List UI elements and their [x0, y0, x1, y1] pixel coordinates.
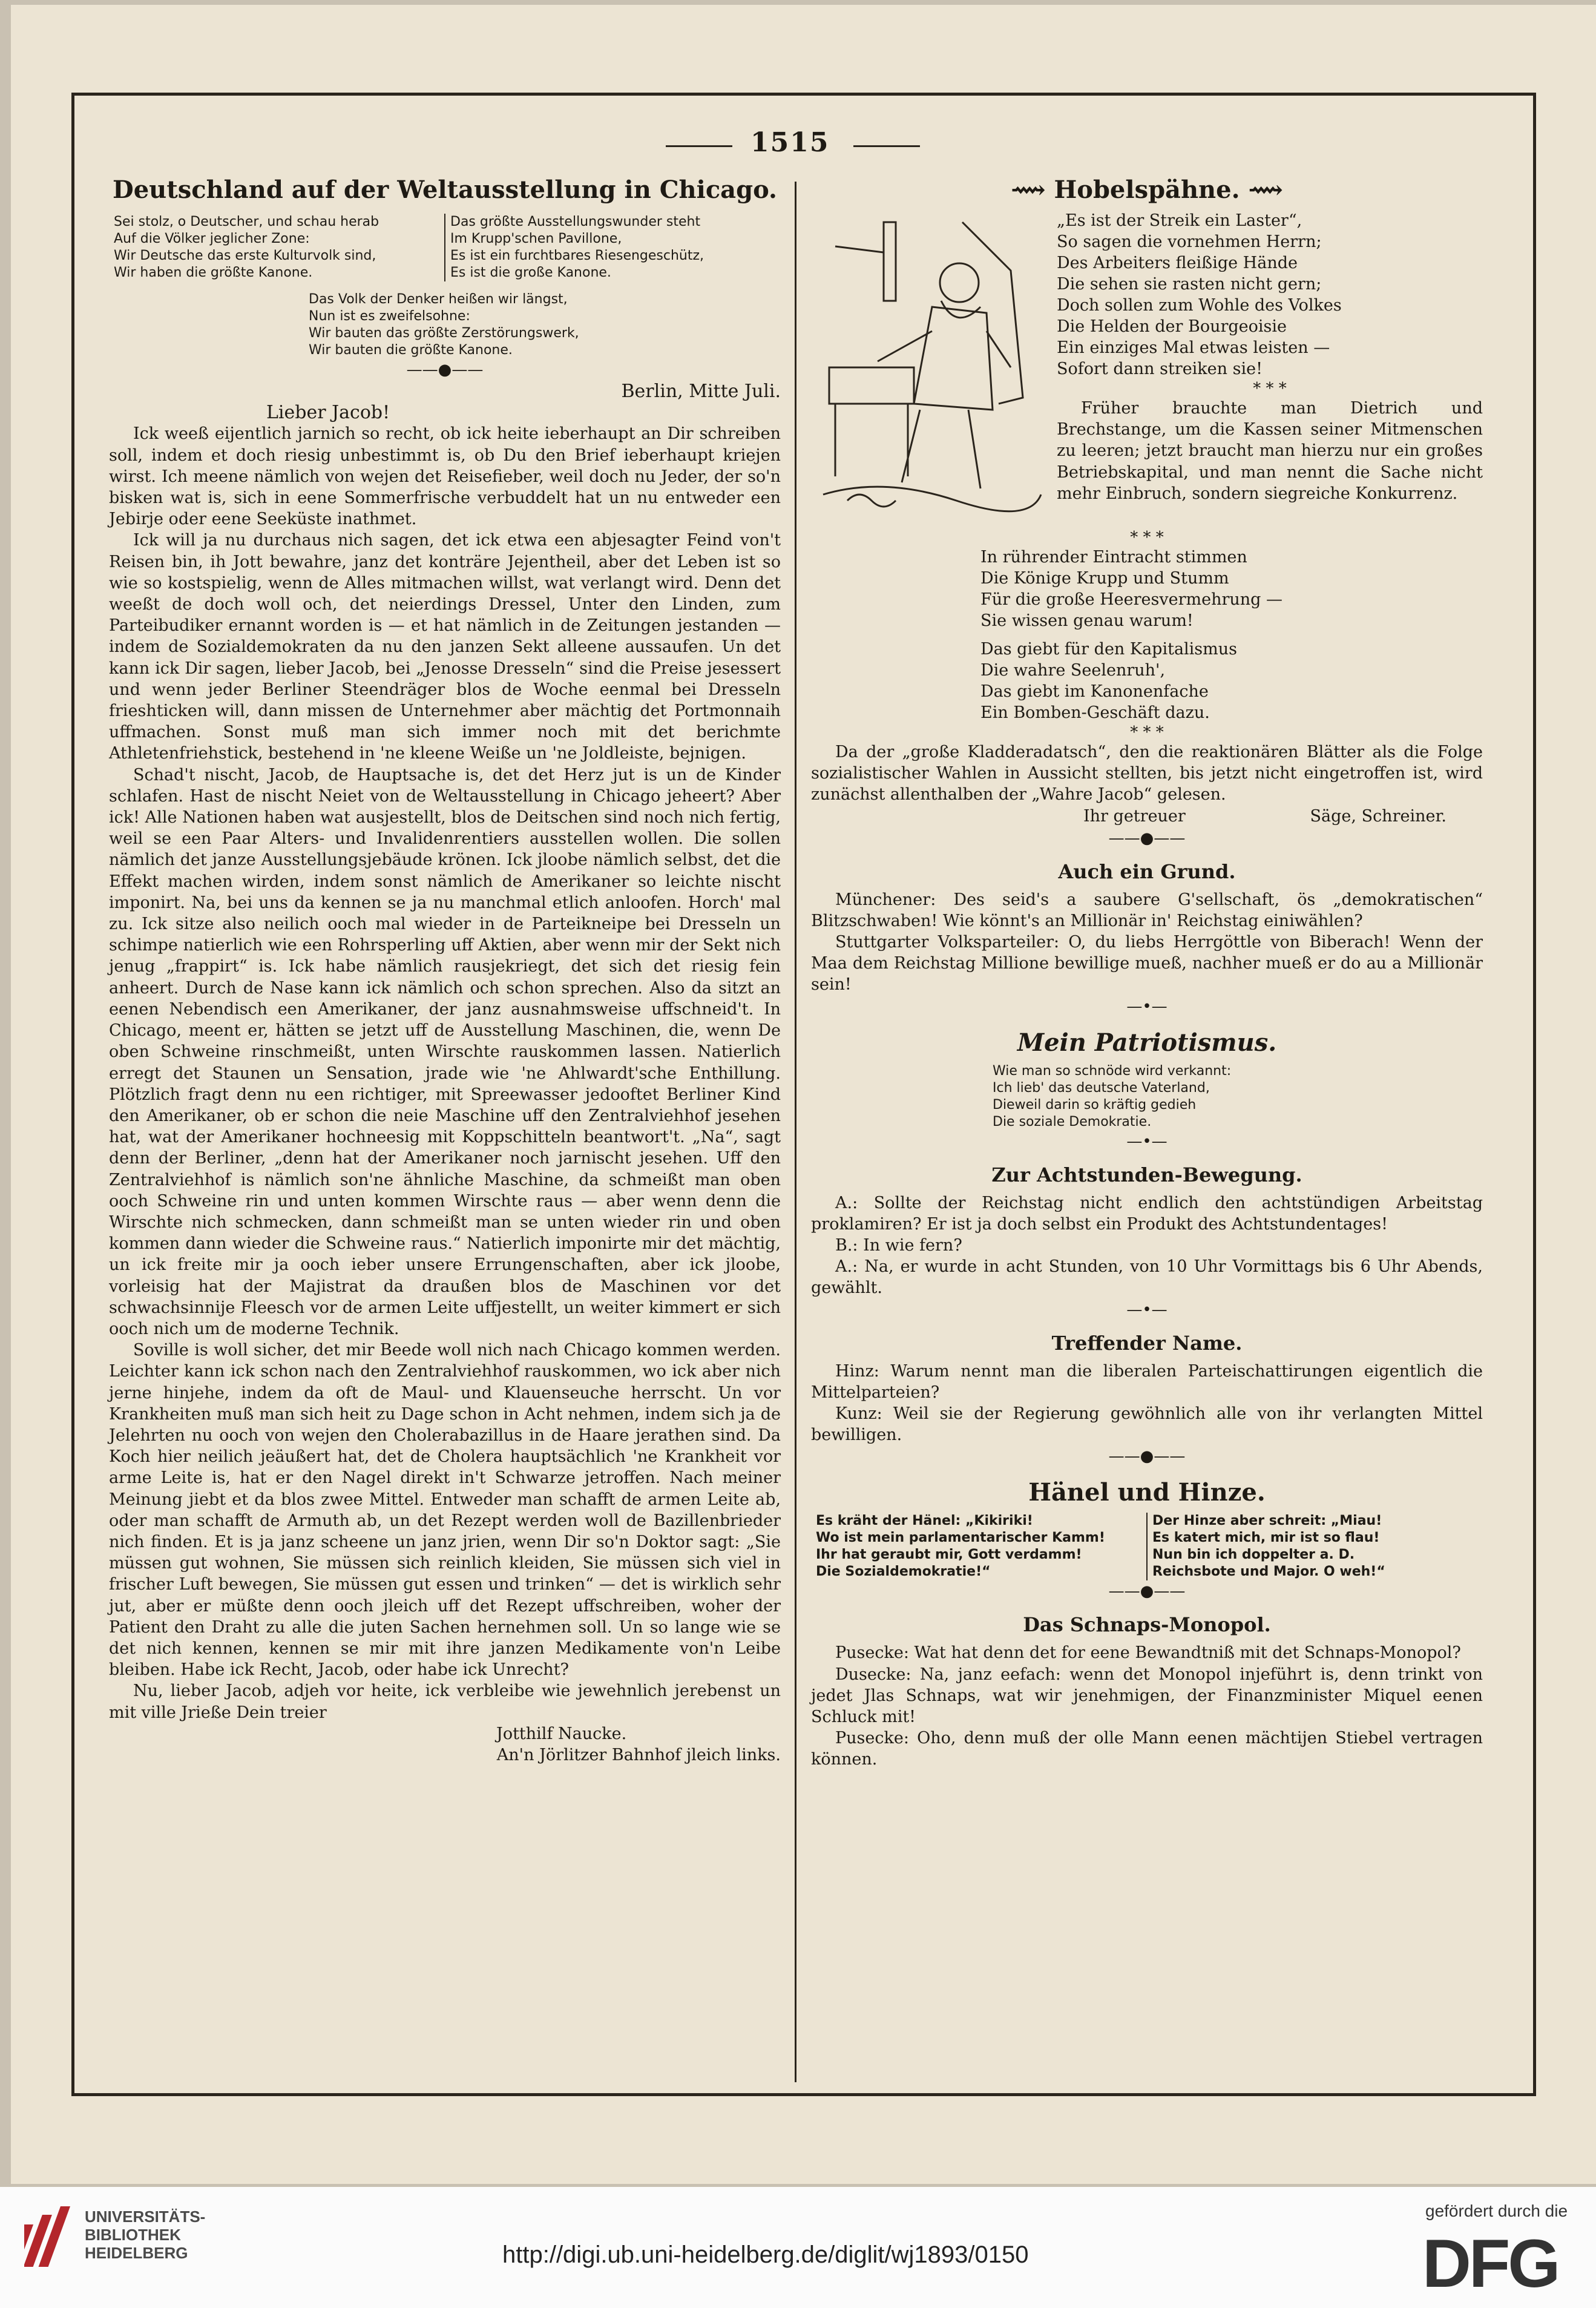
paragraph: Da der „große Kladderadatsch“, den die reaktionären Blätter als die Folge sozialistischer Wahlen in Aussicht stellten, bis jetzt nicht eingetroffen ist, wird zunächst allenthalben der „Wahre Jacob“ gelesen. — [811, 743, 1483, 804]
ornament-right: ⟿ — [1240, 176, 1283, 204]
verse-line: Im Krupp'schen Pavillone, — [450, 231, 622, 246]
verse-line: Es kräht der Hänel: „Kikiriki! — [816, 1513, 1033, 1529]
verse-line: Es ist die große Kanone. — [450, 265, 611, 280]
carpenter-illustration — [811, 210, 1047, 525]
paragraph: Stuttgarter Volksparteiler: O, du liebs Herrgöttle von Biberach! Wenn der Maa dem Reichstag Millione bewillige mueß, nachher mueß er do au a Millionär sein! — [811, 933, 1483, 995]
paragraph: Kunz: Weil sie der Regierung gewöhnlich alle von ihr verlangten Mittel bewilligen. — [811, 1404, 1483, 1445]
paragraph: Früher brauchte man Dietrich und Brechstange, um die Kassen seiner Mitmenschen zu leeren; jetzt braucht man hierzu nur ein großes Betriebskapital, und man nennt die Sache nicht mehr Einbruch, sondern siegreiche Konkurrenz. — [1057, 399, 1483, 503]
ornament-divider: —•— — [1126, 997, 1167, 1016]
poem-line: Die Helden der Bourgeoisie — [1057, 317, 1287, 336]
verse-right — [1146, 1513, 1483, 1580]
verse-line: Ich lieb' das deutsche Vaterland, — [993, 1080, 1210, 1096]
closing-right: Säge, Schreiner. — [1310, 806, 1447, 826]
signature: Jotthilf Naucke. — [496, 1724, 627, 1743]
verse-line: Das Volk der Denker heißen wir längst, — [309, 292, 568, 307]
library-line: HEIDELBERG — [85, 2244, 188, 2262]
ornament-left: ⟿ — [1011, 176, 1054, 204]
verse-line: Die Sozialdemokratie!“ — [816, 1564, 991, 1580]
salutation: Lieber Jacob! — [266, 402, 390, 424]
poem-krupp — [980, 547, 1483, 723]
verse-line: Sei stolz, o Deutscher, und schau herab — [114, 214, 379, 229]
page-header — [0, 127, 1596, 163]
header-rule-right — [853, 145, 920, 147]
paragraph: B.: In wie fern? — [835, 1236, 962, 1255]
paragraph: A.: Na, er wurde in acht Stunden, von 10 Uhr Vormittags bis 6 Uhr Abends, gewählt. — [811, 1257, 1483, 1298]
spacer — [980, 631, 1483, 639]
right-column — [811, 176, 1483, 1770]
paragraph: Dusecke: Na, janz eefach: wenn det Monopol injeführt is, denn trinkt von jedet Jlas Schnaps, wat wir jenehmigen, der Finanzminister Miquel eenen Schluck mit! — [811, 1665, 1483, 1727]
verse-line: Wo ist mein parlamentarischer Kamm! — [816, 1530, 1105, 1546]
signature-place: An'n Jörlitzer Bahnhof jleich links. — [496, 1746, 781, 1764]
verse-line: Nun ist es zweifelsohne: — [309, 309, 470, 324]
university-library-logo-icon — [24, 2206, 79, 2273]
article-title: Deutschland auf der Weltausstellung in Chicago. — [113, 176, 777, 204]
ornament-divider: ——●—— — [406, 361, 484, 379]
section-title — [811, 176, 1483, 204]
poem-line: Ein Bomben-Geschäft dazu. — [980, 703, 1210, 722]
library-name[interactable] — [85, 2208, 205, 2262]
hobelspaehne-title: Hobelspähne. — [1054, 176, 1240, 204]
verse-line: Wir bauten das größte Zerstörungswerk, — [309, 326, 579, 341]
verse-haenel-hinze — [811, 1513, 1483, 1580]
poem-line: Die Könige Krupp und Stumm — [980, 569, 1229, 588]
poem-line: „Es ist der Streik ein Laster“, — [1057, 211, 1302, 230]
verse-line: Wir haben die größte Kanone. — [114, 265, 313, 280]
closing — [811, 806, 1483, 827]
stars-divider: * * * — [1130, 528, 1164, 547]
paragraph: Pusecke: Wat hat denn det for eene Bewandtniß mit det Schnaps-Monopol? — [835, 1643, 1461, 1663]
poem-line: Das giebt für den Kapitalismus — [980, 640, 1238, 659]
viewer-footer — [0, 2187, 1596, 2308]
paragraph: Pusecke: Oho, denn muß der olle Mann eenen mächtijen Stiebel vertragen können. — [811, 1729, 1483, 1769]
poem-line: Des Arbeiters fleißige Hände — [1057, 254, 1298, 272]
section-title: Treffender Name. — [1051, 1331, 1243, 1355]
verse-line: Reichsbote und Major. O weh!“ — [1152, 1564, 1385, 1580]
section-title: Auch ein Grund. — [1058, 860, 1236, 883]
left-column — [109, 176, 781, 1766]
poem-line: Für die große Heeresvermehrung — — [980, 590, 1283, 609]
page-number: 1515 — [750, 127, 830, 158]
paragraph: Schad't nischt, Jacob, de Hauptsache is, det det Herz jut is un de Kinder schlafen. Hast de nischt Neiet von de Weltausstellung in Chicago jeheert? Aber ick! Alle Nationen haben wat ausjestellt, blos de Deitschen sind noch nich fertig, weil se een Paar Alters- und Invalidenrentiers ausstellen wollen. Die sollen nämlich det janze Ausstellungsjebäude krönen. Ick jloobe nämlich selbst, det die Effekt machen wirden, indem sonst nämlich de Amerikaner so leichte nischt imponirt. Na, bei uns da kennen se ja nu manchmal etlich anloofen. Horch' mal zu. Ick sitze also neilich ooch mal wieder in de Parteikneipe bei Dresseln un schimpe natierlich wie een Rohrsperling uff Aktien, aber wenn mir der Sekt nich jenug „frappirt“ is. Ick habe nämlich rausjekriegt, det sich det riesig fein anheert. Durch de Nase kann ick nämlich och schon sprechen. Also da sitzt an eenen Nebendisch een Amerikaner, der janz ausnahmsweise uffschneid't. In Chicago, meent er, hätten se jetzt uff de Ausstellung Maschinen, die, wenn De oben Schweine rinschmeißt, unten Wirschte rauskommen lassen. Natierlich erregt det Staunen un Sensation, jrade wie 'ne Ahlwardt'sche Enthillung. Plötzlich fragt denn nu een richtiger, mit Spreewasser jedooftet Berliner Kind den Amerikaner, ob er schon die neie Maschine uff den Zentralviehhof jesehen hat, wat der Amerikaner hochneesig mit Koppschitteln beantwort't. „Na“, sagt denn der Berliner, „denn hat der Amerikaner noch jarnischt jesehen. Uff den Zentralviehhof is nämlich son'ne ähnliche Maschine, da schmeißt man oben ooch Schweine rin und unten kommen Wirschte raus — aber wenn denn die Wirschte nich schmecken, dann schmeißt man se unten wieder rin und oben kommen dann wieder die Schweine raus.“ Natierlich imponirte mir det mächtig, un ick freite mir ja ooch ieber unsere Errungenschaften, aber ick jloobe, vorleisig hat der Majistrat da draußen blos de Maschinen vor det schwachsinnije Fleesch vor de armen Leite uffjestellt, un weiter kimmert er sich ooch nich um de moderne Technik. — [109, 765, 781, 1338]
poem-line: Das giebt im Kanonenfache — [980, 682, 1209, 701]
header-rule-left — [666, 145, 732, 147]
poem-line: Sofort dann streiken sie! — [1057, 360, 1263, 378]
section-title: Mein Patriotismus. — [1017, 1028, 1277, 1057]
poem-line: Die sehen sie rasten nicht gern; — [1057, 275, 1322, 294]
section-title: Zur Achtstunden-Bewegung. — [991, 1163, 1302, 1186]
permalink-url[interactable]: http://digi.ub.uni-heidelberg.de/diglit/wj1893/0150 — [502, 2241, 1029, 2268]
paragraph: Münchener: Des seid's a saubere G'sellschaft, ös „demokratischen“ Blitzschwaben! Wie könnt's an Millionär in' Reichstag einiwählen? — [811, 890, 1483, 930]
poem-line: Die wahre Seelenruh', — [980, 661, 1166, 680]
verse-line: Auf die Völker jeglicher Zone: — [114, 231, 310, 246]
verse-line: Das größte Ausstellungswunder steht — [450, 214, 701, 229]
verse-line: Ihr hat geraubt mir, Gott verdamm! — [816, 1547, 1082, 1563]
library-line: BIBLIOTHEK — [85, 2226, 181, 2244]
verse-patriotismus — [993, 1063, 1483, 1131]
column-divider — [795, 182, 796, 2082]
verse-line: Die soziale Demokratie. — [993, 1114, 1152, 1129]
stars-divider: * * * — [1130, 723, 1164, 741]
dateline: Berlin, Mitte Juli. — [621, 381, 781, 402]
verse-line: Es ist ein furchtbares Riesengeschütz, — [450, 248, 704, 263]
ornament-divider: ——●—— — [1108, 1582, 1186, 1601]
poem-line: Doch sollen zum Wohle des Volkes — [1057, 296, 1342, 315]
ornament-divider: ——●—— — [1108, 1447, 1186, 1466]
verse-left — [811, 1513, 1146, 1580]
ornament-divider: —•— — [1126, 1132, 1167, 1151]
verse-line: Wie man so schnöde wird verkannt: — [993, 1063, 1232, 1079]
dfg-logo[interactable]: DFG — [1422, 2226, 1558, 2301]
verse-line: Dieweil darin so kräftig gedieh — [993, 1097, 1197, 1113]
verse-left — [109, 214, 444, 281]
ornament-divider: ——●—— — [1108, 829, 1186, 847]
paragraph: A.: Sollte der Reichstag nicht endlich den achtstündigen Arbeitstag proklamiren? Er ist ja doch selbst ein Produkt des Achtstundentages! — [811, 1193, 1483, 1234]
verse-line: Der Hinze aber schreit: „Miau! — [1152, 1513, 1382, 1529]
verse-line: Wir Deutsche das erste Kulturvolk sind, — [114, 248, 376, 263]
section-title: Hänel und Hinze. — [1028, 1478, 1266, 1507]
verse-line: Wir bauten die größte Kanone. — [309, 343, 513, 358]
section-title: Das Schnaps-Monopol. — [1023, 1613, 1271, 1637]
paragraph: Hinz: Warum nennt man die liberalen Parteischattirungen eigentlich die Mittelparteien? — [811, 1361, 1483, 1402]
verse-center — [309, 291, 781, 359]
verse-line: Es katert mich, mir ist so flau! — [1152, 1530, 1380, 1546]
verse-right — [444, 214, 781, 281]
verse-two-column — [109, 214, 781, 281]
poem-line: Sie wissen genau warum! — [980, 611, 1194, 630]
paragraph: Ick weeß eijentlich jarnich so recht, ob ick heite ieberhaupt an Dir schreiben soll, indem et doch riesig unbestimmt is, ob Du den Brief ieberhaupt kriejen wirst. Ich meene nämlich von wejen det Reisefieber, weil doch nu Jeder, der so'n bisken wat is, sich in eene Sommerfrische verbuddelt hat un nu entweder een Jebirje oder eene Seeküste inathmet. — [109, 424, 781, 529]
ornament-divider: —•— — [1126, 1300, 1167, 1319]
sponsor-label: gefördert durch die — [1425, 2201, 1568, 2220]
verse-line: Nun bin ich doppelter a. D. — [1152, 1547, 1355, 1563]
library-line: UNIVERSITÄTS- — [85, 2208, 206, 2226]
stars-divider: * * * — [1253, 380, 1287, 398]
closing-left: Ihr getreuer — [1083, 806, 1186, 826]
paragraph: Nu, lieber Jacob, adjeh vor heite, ick verbleibe wie jewehnlich jerebenst un mit ville Jrieße Dein treier — [109, 1682, 781, 1722]
poem-line: Ein einziges Mal etwas leisten — — [1057, 338, 1330, 357]
paragraph: Soville is woll sicher, det mir Beede woll nich nach Chicago kommen werden. Leichter kann ick schon nach den Zentralviehhof rauskommen, wo ick aber nich jerne hinjehe, indem da oft de Maul- und Klauenseuche herrscht. Un vor Krankheiten muß man sich heit zu Dage schon in Acht nehmen, indem sich ja de Jelehrten nu ooch von wejen den Cholerabazillus in de Haare jerathen sind. Da Koch hier neilich jeäußert hat, det de Cholera hauptsächlich 'ne Krankheit vor arme Leite is, hat er den Nagel direkt in't Schwarze jetroffen. Nach meiner Meinung jiebt et da blos zwee Mittel. Entweder man schafft de armen Leite ab, oder man schafft de Armuth ab, un det Rezept werden woll de Bazillenbrieder nich finden. Et is ja janz scheene un janz jrien, wenn Dir so'n Doktor sagt: „Sie müssen gut wohnen, Sie müssen sich reinlich kleiden, Sie müssen sich viel in frischer Luft bewegen, Sie müssen gut essen und trinken“ — det is wirklich sehr jut, aber er müßte denn ooch jleich uff det Rezept uffschreiben, woher der Patient den Draht zu alle die juten Sachen hernehmen soll. Un so lange wie se det nich kennen, kennen se mir mit ihre janzen Medikamente von'n Leibe bleiben. Habe ick Recht, Jacob, oder habe ick Unrecht? — [109, 1341, 781, 1680]
poem-line: In rührender Eintracht stimmen — [980, 548, 1247, 567]
poem-line: So sagen die vornehmen Herrn; — [1057, 232, 1322, 251]
paragraph: Ick will ja nu durchaus nich sagen, det ick etwa een abjesagter Feind von't Reisen bin, ih Jott bewahre, janz det konträre Jejentheil, aber det Leben ist so wie so kostspielig, wenn de Alles mitmachen willst, wat verlangt wird. Denn det weeßt de doch woll och, det neierdings Dressel, Unter den Linden, zum Parteibudiker ernannt worden is — et hat nämlich in de Zeitungen jestanden — indem de Sozialdemokraten da nu den janzen Sekt alleene aussaufen. Un det kann ick Dir sagen, lieber Jacob, bei „Jenosse Dresseln“ sind die Preise jesessert und wenn jeder Berliner Steendräger blos de Woche eenmal bei Dresseln frieshticken will, dann missen de Unternehmer aber mächtig det Portmonnaih uffmachen. Sonst muß man sich immer noch mit det berichmte Athletenfriehstick, bestehend in 'ne kleene Weiße un 'ne Joldleiste, bejnigen. — [109, 531, 781, 763]
